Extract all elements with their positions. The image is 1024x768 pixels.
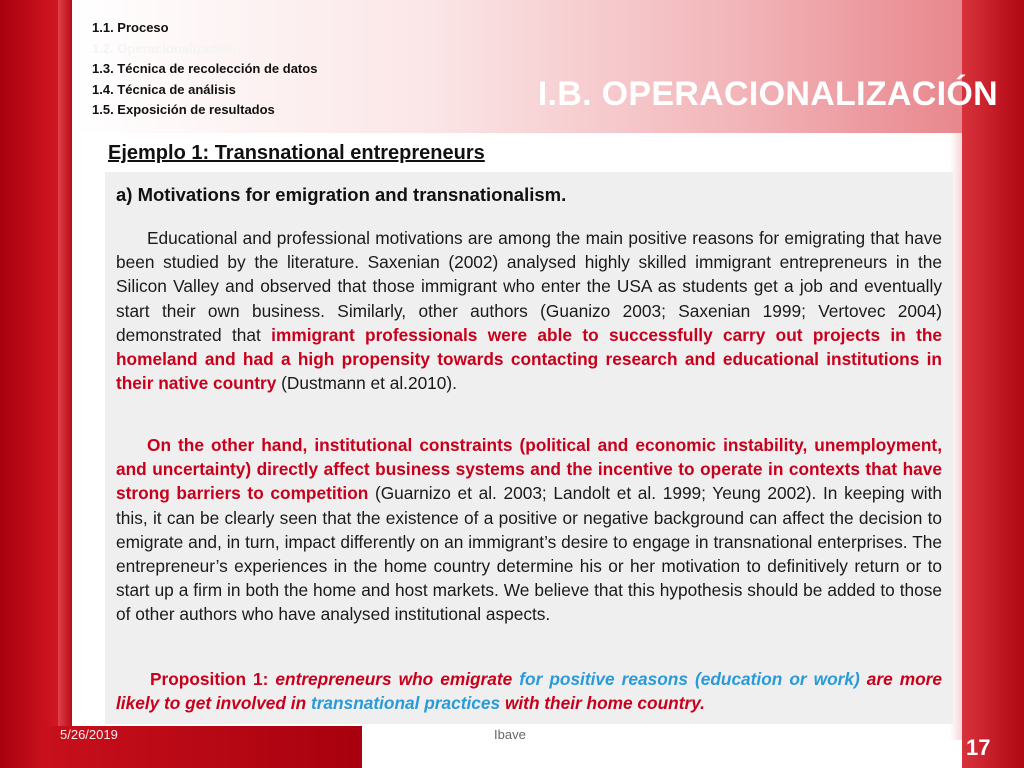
proposition-label: Proposition 1: [150,669,269,689]
proposition-highlight: transnational practices [310,693,501,714]
proposition [116,667,942,715]
paragraph-text: Educational and professional motivations are among the main positive reasons for emigrating that have been studied by the literature. Saxenian (2002) analysed highly skilled immigrant entrepreneurs in the Silicon Valley and observed that those immigrant who enter the USA as students get a job and eventually start their own business. Similarly, other authors (Guanizo 2003; Saxenian 1999; Vertovec 2004) demonstrated that [116,228,942,345]
proposition-highlight: for positive reasons (education or work) [519,669,860,689]
right-red-band [962,0,1024,768]
toc-item-exposicion-resultados: 1.5. Exposición de resultados [92,102,275,117]
paragraph-text: (Dustmann et al.2010). [276,373,457,394]
excerpt-subheading: a) Motivations for emigration and transnationalism. [116,184,567,205]
toc-item-tecnica-recoleccion: 1.3. Técnica de recolección de datos [92,61,318,76]
proposition-text: with their home country. [500,693,705,714]
paragraph-text: (Guarnizo et al. 2003; Landolt et al. 1999; Yeung 2002). In keeping with this, it can be clearly seen that the existence of a positive or negative background can affect the decision to emigrate and, in turn, impact differently on an immigrant’s desire to engage in transnational enterprises. The entrepreneur’s experiences in the home country determine his or her motivation to definitively return or to start up a firm in both the home and host markets. We believe that this hypothesis should be added to those of other authors who have analysed institutional aspects. [116,483,942,625]
left-band-highlight [58,0,72,768]
toc-item-proceso: 1.1. Proceso [92,20,169,35]
example-title: Ejemplo 1: Transnational entrepreneurs [108,142,485,164]
page-number: 17 [966,735,991,760]
highlighted-text: On the other hand, institutional constraints (political and economic instability, unemployment, and uncertainty) directly affect business systems and the incentive to operate in contexts that have strong barriers to competition [116,435,942,504]
toc-item-tecnica-analisis: 1.4. Técnica de análisis [92,81,236,97]
proposition-text: are more likely to get involved in [116,669,942,714]
paragraph-motivations [116,226,942,395]
section-toc [92,18,317,121]
paragraph-constraints [116,433,942,627]
highlighted-text: immigrant professionals were able to successfully carry out projects in the homeland and had a high propensity towards contacting research and educational institutions in their native country [116,324,942,394]
slide-title: I.B. OPERACIONALIZACIÓN [537,75,998,113]
toc-item-operacionalizacion: 1.2. Operacionalización [92,40,237,56]
footer-author: Ibave [494,727,526,742]
proposition-text: entrepreneurs who emigrate [268,669,520,689]
footer-date: 5/26/2019 [60,727,118,742]
